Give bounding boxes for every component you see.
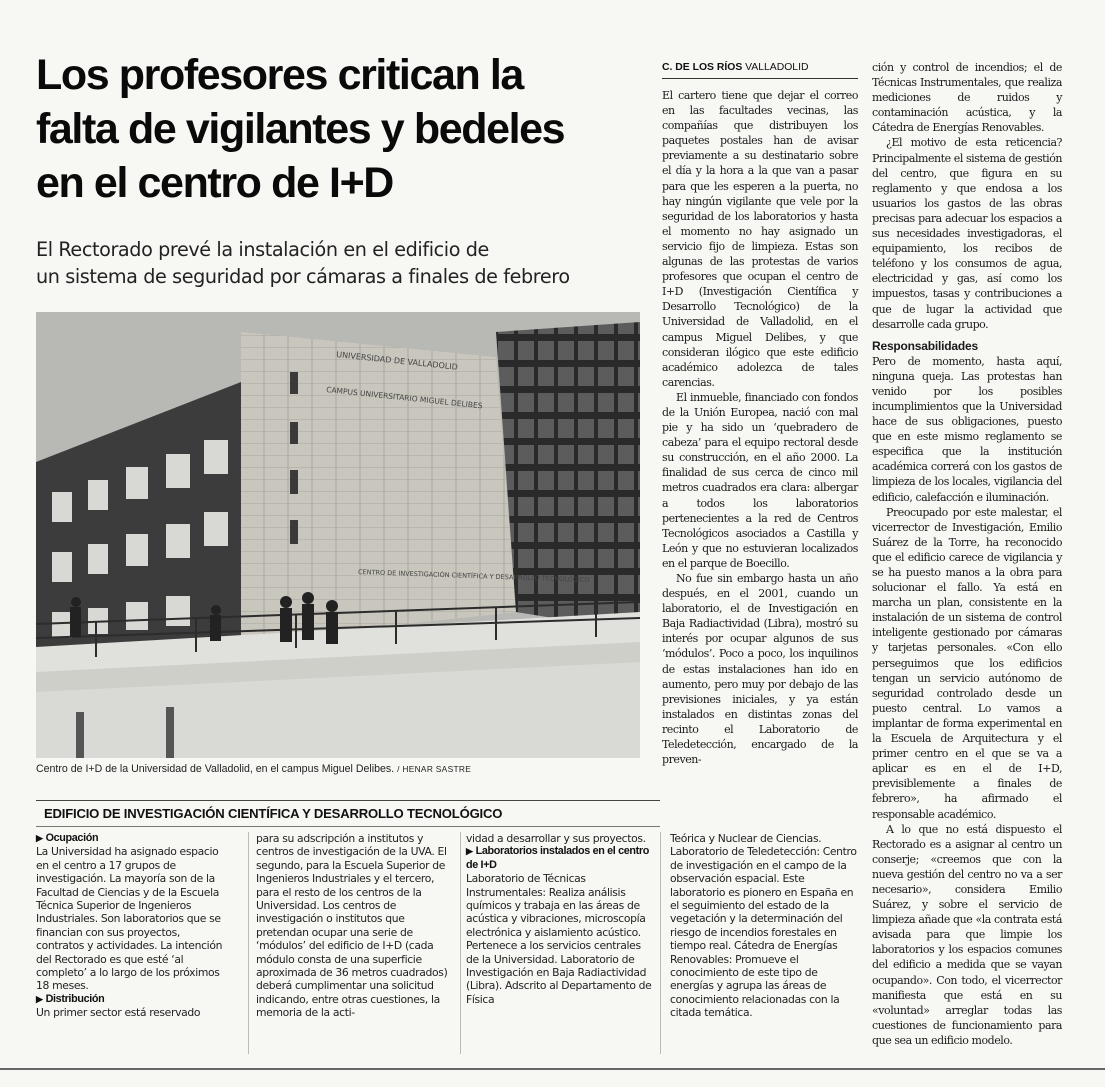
body-paragraph: El cartero tiene que dejar el correo en las facultades vecinas, las compañías que distribuyen los paquetes postales han de avisar previamente a su destinatario sobre el día y la hora a la que van a pasar para que les esperen a la puerta, no hay ningún vigilante que vele por la seguridad de los laboratorios y hasta el momento no hay asignado un servicio fijo de limpieza. Estas son algunas de las protestas de varios profesores que ocupan el centro de I+D (Investigación Científica y Desarrollo Tecnológico) de la Universidad de Valladolid, en el campus Miguel Delibes, y que consideran ilógico que este edificio académico adolezca de tales carencias. xyxy=(662,89,858,389)
factbox-column-3 xyxy=(466,832,652,1006)
triangle-bullet-icon: ▶ xyxy=(466,846,473,857)
factbox-section-label: Laboratorios instalados en el centro de I+D xyxy=(466,845,649,871)
building-photo xyxy=(36,312,640,758)
subhead-line-2: un sistema de seguridad por cámaras a finales de febrero xyxy=(36,265,570,288)
body-paragraph: A lo que no está dispuesto el Rectorado es a asignar al centro un conserje; «creemos que con la nueva gestión del centro no va a ser necesario», considera Emilio Suárez, y sobre el servicio de limpieza añade que «la contrata está avisada para que limpie los laboratorios y los espacios comunes del edificio a medida que se vayan ocupando». Con todo, el vicerrector manifiesta que está en su «voluntad» arreglar todas las cuestiones de funcionamiento para que sea un edificio modelo. xyxy=(872,822,1062,1047)
byline xyxy=(662,62,852,73)
factbox-section-text: para su adscripción a institutos y centros de investigación de la UVA. El segundo, para la Escuela Superior de Ingenieros Industriales y el tercero, para el resto de los centros de la Universidad. Los centros de investigación o institutos que pretendan ocupar una serie de ‘módulos’ del edificio de I+D (cada módulo consta de una superficie aproximada de 36 metros cuadrados) deberá cumplimentar una solicitud indicando, entre otras cuestiones, la memoria de la acti- xyxy=(256,832,448,1020)
caption-text: Centro de I+D de la Universidad de Valladolid, en el campus Miguel Delibes. xyxy=(36,763,395,775)
factbox-title: EDIFICIO DE INVESTIGACIÓN CIENTÍFICA Y DESARROLLO TECNOLÓGICO xyxy=(44,806,503,821)
factbox-column-4 xyxy=(670,832,858,1020)
factbox-top-rule xyxy=(36,800,660,801)
subhead-line-1: El Rectorado prevé la instalación en el edificio de xyxy=(36,238,489,261)
factbox-section-text: Laboratorio de Técnicas Instrumentales: Realiza análisis químicos y trabaja en las áreas de acústica y vibraciones, microscopía electrónica y aislamiento acústico. Pertenece a los servicios centrales de la Universidad. Laboratorio de Investigación en Baja Radiactividad (Libra). Adscrito al Departamento de Física xyxy=(466,872,652,1006)
byline-rule xyxy=(662,78,858,79)
body-paragraph: El inmueble, financiado con fondos de la Unión Europea, nació con mal pie y ha sido un ‘quebradero de cabeza’ para el equipo rectoral desde su construcción, en el año 2000. La finalidad de sus cerca de cinco mil metros cuadrados era clara: albergar a todos los laboratorios pertenecientes a la red de Centros Tecnológicos asociados a Castilla y León y que no estuvieran localizados en el parque de Boecillo. xyxy=(662,390,858,570)
factbox-column-1 xyxy=(36,832,226,1020)
photo-caption xyxy=(36,762,640,776)
factbox-title-rule xyxy=(36,826,660,827)
headline xyxy=(36,48,646,210)
factbox-section-laboratorios xyxy=(466,845,652,872)
factbox-section-label: Ocupación xyxy=(45,832,99,844)
triangle-bullet-icon: ▶ xyxy=(36,993,43,1004)
factbox-section-distribucion xyxy=(36,993,226,1006)
factbox-divider xyxy=(460,832,461,1054)
subheadline xyxy=(36,236,646,290)
body-paragraph: ¿El motivo de esta reticencia? Principalmente el sistema de gestión del centro, que figura en su reglamento y que endosa a los usuarios los gastos de las obras precisas para adecuar los espacios a sus necesidades investigadoras, el equipamiento, los recibos de teléfono y los consumos de agua, electricidad y gas, así como los impuestos, tasas y contribuciones a que de lugar la actividad que desarrolle cada grupo. xyxy=(872,136,1062,331)
body-paragraph: Pero de momento, hasta aquí, ninguna queja. Las protestas han venido por los posibles incumplimientos que la Universidad hace de sus obligaciones, puesto que en este mismo reglamento se especifica que la institución académica correrá con los gastos de limpieza de los locales, vigilancia del edificio, calefacción e iluminación. xyxy=(872,354,1062,504)
section-subtitle: Responsabilidades xyxy=(872,338,978,353)
body-column-1 xyxy=(662,88,858,767)
sign-university: UNIVERSIDAD DE VALLADOLID xyxy=(335,350,459,372)
page-bottom-rule xyxy=(0,1068,1105,1070)
factbox-divider xyxy=(248,832,249,1054)
triangle-bullet-icon: ▶ xyxy=(36,833,43,843)
factbox-section-ocupacion xyxy=(36,832,226,845)
headline-line-2: falta de vigilantes y bedeles xyxy=(36,105,565,153)
sign-centre: CENTRO DE INVESTIGACIÓN CIENTÍFICA Y DESARROLLO TECNOLÓGICO xyxy=(357,568,590,585)
headline-line-1: Los profesores critican la xyxy=(36,51,523,99)
factbox-column-2 xyxy=(256,832,454,1020)
factbox-section-text: vidad a desarrollar y sus proyectos. xyxy=(466,832,646,845)
sign-campus: CAMPUS UNIVERSITARIO MIGUEL DELIBES xyxy=(325,385,483,411)
body-paragraph: Preocupado por este malestar, el vicerrector de Investigación, Emilio Suárez de la Torre, ha reconocido que el edificio carece de vigilancia y se ha puesto manos a la obra para solucionar el fallo. Ya está en marcha un plan, consistente en la instalación de un sistema de control inteligente gestionado por cámaras y tarjetas personales. «Con ello perseguimos que los edificios tengan un servicio autónomo de seguridad controlado desde un puesto central. Lo vamos a implantar de forma experimental en la Escuela de Arquitectura y el primer centro en el que se va a aplicar es en el de I+D, previsiblemente a finales de febrero», ha afirmado el responsable académico. xyxy=(872,505,1062,821)
building-illustration xyxy=(36,312,640,758)
body-paragraph: No fue sin embargo hasta un año después, en el 2001, cuando un laboratorio, el de Investigación en Baja Radiactividad (Libra), mostró su interés por ocupar algunos de sus ‘módulos’. Poco a poco, los inquilinos de estas instalaciones han ido en aumento, pero muy por debajo de las previsiones iniciales, y ya están instalados en distintas zonas del recinto el Laboratorio de Teledetección, encargado de la preven- xyxy=(662,572,858,767)
factbox-section-text: Un primer sector está reservado xyxy=(36,1006,201,1020)
factbox-section-text: Teórica y Nuclear de Ciencias. Laboratorio de Teledetección: Centro de investigación en el campo de la observación espacial. Este laboratorio es pionero en España en el seguimiento del estado de la vegetación y la determinación del riesgo de incendios forestales en tiempo real. Cátedra de Energías Renovables: Promueve el conocimiento de este tipo de energías y agrupa las áreas de conocimiento relacionadas con la citada temática. xyxy=(670,832,857,1020)
factbox-divider xyxy=(660,832,661,1054)
byline-place: VALLADOLID xyxy=(745,62,809,73)
body-column-2 xyxy=(872,60,1062,1048)
factbox-section-label: Distribución xyxy=(45,992,105,1005)
factbox-section-text: La Universidad ha asignado espacio en el centro a 17 grupos de investigación. La mayoría son de la Facultad de Ciencias y de la Escuela Técnica Superior de Ingenieros Industriales. Son laboratorios que se financian con sus proyectos, contratos y actividades. La intención del Rectorado es que esté ‘al completo’ a lo largo de los próximos 18 meses. xyxy=(36,845,223,993)
body-paragraph: ción y control de incendios; el de Técnicas Instrumentales, que realiza mediciones de ruidos y contaminación acústica, y la Cátedra de Energías Renovables. xyxy=(872,61,1062,135)
headline-line-3: en el centro de I+D xyxy=(36,159,393,207)
caption-credit: / HENAR SASTRE xyxy=(397,764,472,774)
byline-author: C. DE LOS RÍOS xyxy=(662,62,743,73)
